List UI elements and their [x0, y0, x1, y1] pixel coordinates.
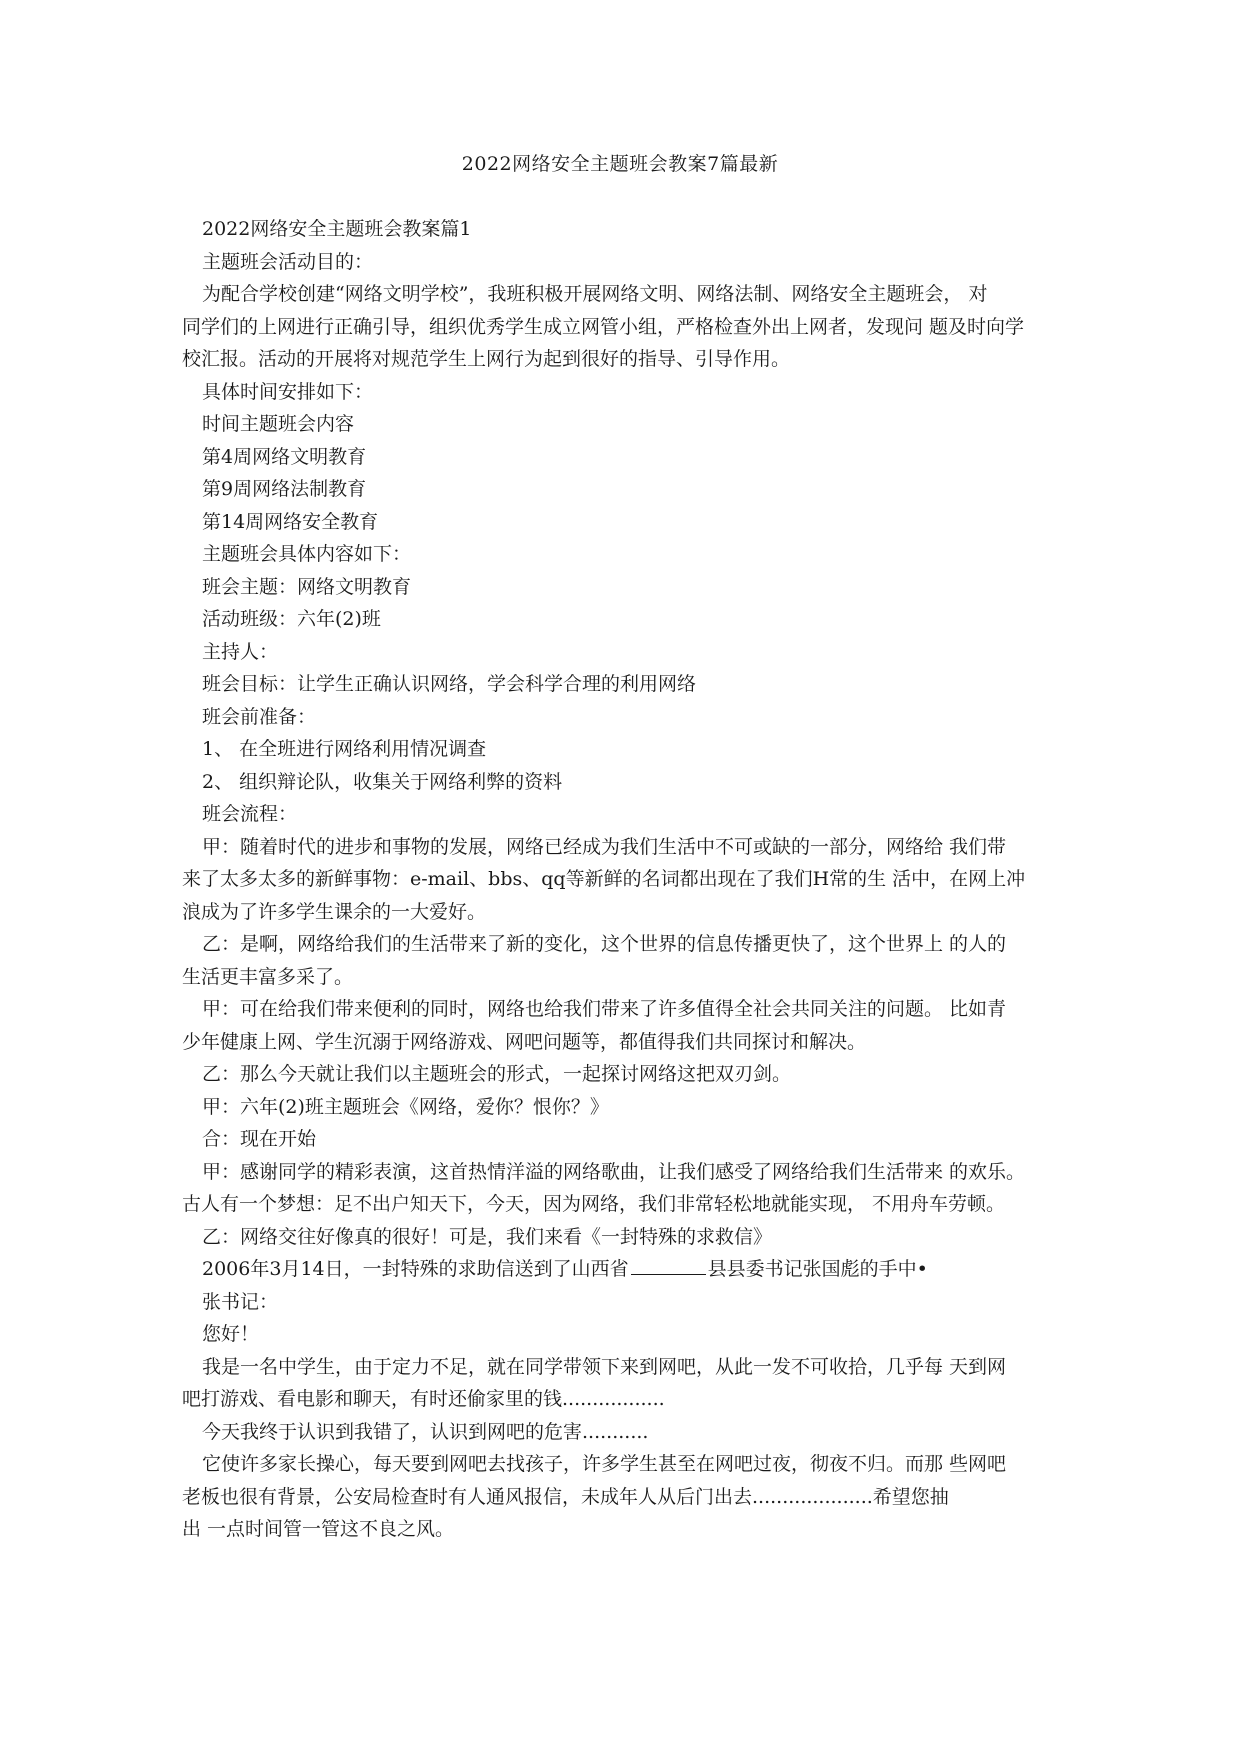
fill-in-blank [631, 1256, 706, 1275]
text-line: 吧打游戏、看电影和聊天，有时还偷家里的钱................. [182, 1388, 665, 1410]
text-line: 少年健康上网、学生沉溺于网络游戏、网吧问题等，都值得我们共同探讨和解决。 [182, 1030, 867, 1053]
text-line: 同学们的上网进行正确引导，组织优秀学生成立网管小组，严格检查外出上网者，发现问 题及时向学 [182, 315, 1025, 338]
text-line [202, 1253, 1072, 1286]
text-line: 我是一名中学生，由于定力不足，就在同学带领下来到网吧，从此一发不可收拾，几乎每 天到网 [202, 1355, 1007, 1378]
text-line: 活动班级：六年(2)班 [202, 608, 381, 630]
text-line: 第14周网络安全教育 [202, 510, 379, 533]
document-title: 2022网络安全主题班会教案7篇最新 [461, 153, 779, 175]
document-body [182, 213, 1072, 1546]
text-line: 甲：感谢同学的精彩表演，这首热情洋溢的网络歌曲，让我们感受了网络给我们生活带来 的欢乐。 [202, 1160, 1026, 1183]
text-line: 校汇报。活动的开展将对规范学生上网行为起到很好的指导、引导作用。 [182, 348, 791, 370]
text-line: 班会前准备： [202, 705, 317, 728]
text-line: 出 一点时间管一管这不良之风。 [182, 1518, 455, 1540]
text-line: 甲：六年(2)班主题班会《网络，爱你？恨你？》 [202, 1095, 609, 1118]
text-line: 具体时间安排如下： [202, 380, 374, 403]
text-line: 第9周网络法制教育 [202, 478, 367, 500]
text-line: 为配合学校创建“网络文明学校”，我班积极开展网络文明、网络法制、网络安全主题班会， 对 [202, 283, 988, 305]
text-line: 合：现在开始 [202, 1128, 317, 1150]
text-segment: 2006年3月14日，一封特殊的求助信送到了山西省 [202, 1258, 629, 1280]
text-line: 班会流程： [202, 803, 298, 825]
text-line: 甲：随着时代的进步和事物的发展，网络已经成为我们生活中不可或缺的一部分，网络给 我们带 [202, 835, 1007, 858]
text-segment: 县县委书记张国彪的手中• [707, 1258, 928, 1280]
text-line: 您好！ [202, 1323, 260, 1345]
text-line: 它使许多家长操心，每天要到网吧去找孩子，许多学生甚至在网吧过夜，彻夜不归。而那 些网吧 [202, 1453, 1007, 1475]
text-line: 第4周网络文明教育 [202, 445, 367, 468]
text-line: 古人有一个梦想：足不出户知天下，今天，因为网络，我们非常轻松地就能实现， 不用舟车劳顿。 [182, 1193, 1006, 1215]
text-line: 班会目标：让学生正确认识网络，学会科学合理的利用网络 [202, 673, 697, 695]
text-line: 甲：可在给我们带来便利的同时，网络也给我们带来了许多值得全社会共同关注的问题。 比如青 [202, 998, 1007, 1020]
text-line: 来了太多太多的新鲜事物：e-mail、bbs、qq等新鲜的名词都出现在了我们H常的生 活中，在网上冲 [182, 868, 1026, 890]
text-line: 生活更丰富多采了。 [182, 965, 354, 988]
text-line: 乙：是啊，网络给我们的生活带来了新的变化，这个世界的信息传播更快了，这个世界上 的人的 [202, 933, 1007, 955]
text-line: 主题班会具体内容如下： [202, 543, 412, 565]
text-line: 2022网络安全主题班会教案篇1 [202, 218, 472, 240]
text-line: 主持人： [202, 640, 279, 663]
text-line: 张书记： [202, 1290, 279, 1313]
text-line: 时间主题班会内容 [202, 413, 355, 435]
text-line: 乙：网络交往好像真的很好！可是，我们来看《一封特殊的求救信》 [202, 1225, 773, 1248]
text-line: 班会主题：网络文明教育 [202, 575, 412, 598]
text-line: 老板也很有背景，公安局检查时有人通风报信，未成年人从后门出去....................希望您抽 [182, 1485, 949, 1508]
text-line: 浪成为了许多学生课余的一大爱好。 [182, 900, 487, 923]
text-line: 乙：那么今天就让我们以主题班会的形式，一起探讨网络这把双刃剑。 [202, 1063, 792, 1085]
text-line: 今天我终于认识到我错了，认识到网吧的危害........... [202, 1420, 649, 1443]
text-line: 1、 在全班进行网络利用情况调查 [202, 738, 487, 760]
text-line: 主题班会活动目的： [202, 250, 374, 273]
text-line: 2、 组织辩论队，收集关于网络利弊的资料 [202, 770, 563, 793]
